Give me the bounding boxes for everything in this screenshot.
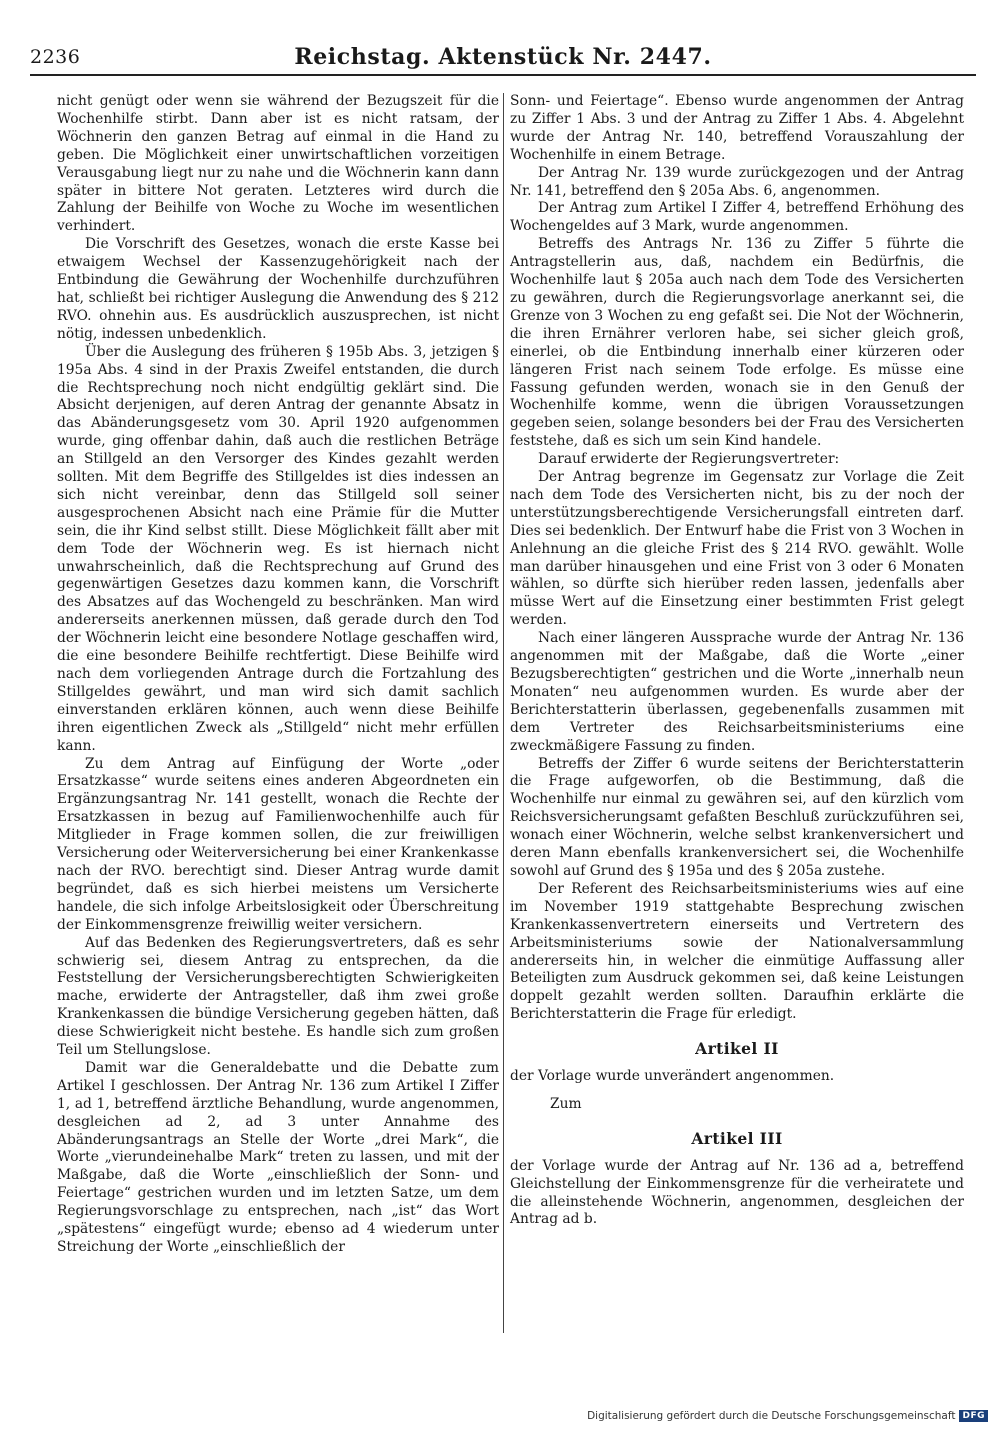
zum-label: Zum	[550, 1095, 582, 1112]
paragraph: Der Antrag zum Artikel I Ziffer 4, betreffend Erhöhung des Wochengeldes auf 3 Mark, wurde angenommen.	[510, 200, 964, 235]
footer-text: Digitalisierung gefördert durch die Deutsche Forschungsgemeinschaft	[587, 1410, 956, 1422]
paragraph: Über die Auslegung des früheren § 195b Abs. 3, jetzigen § 195a Abs. 4 sind in der Praxis Zweifel entstanden, die durch die Rechtsprechung noch nicht endgültig geklärt sind. Die Absicht derjenigen, auf deren Antrag der genannte Absatz in das Abänderungsgesetz vom 30. April 1920 aufgenommen wurde, ging offenbar dahin, daß auch die restlichen Beträge an Stillgeld an den Versorger des Kindes gezahlt werden sollten. Mit dem Begriffe des Stillgeldes ist dies indessen an sich nicht vereinbar, denn das Stillgeld soll seiner ausgesprochenen Absicht nach eine Prämie für die Mutter sein, die ihr Kind selbst stillt. Diese Möglichkeit fällt aber mit dem Tode der Wöchnerin weg. Es ist hiernach nicht unwahrscheinlich, daß die Rechtsprechung auf Grund des gegenwärtigen Gesetzes dazu kommen kann, die Vorschrift des Absatzes auf das Wochengeld zu beschränken. Man wird andererseits anerkennen müssen, daß gerade durch den Tod der Wöchnerin leicht eine besondere Notlage geschaffen wird, die eine besondere Beihilfe rechtfertigt. Diese Beihilfe wird nach dem vorliegenden Antrage durch die Fortzahlung des Stillgeldes gewährt, und man wird sich damit sachlich einverstanden erklären können, auch wenn diese Beihilfe ihren eigentlichen Zweck als „Stillgeld“ nicht mehr erfüllen kann.	[57, 343, 499, 754]
paragraph: Zu dem Antrag auf Einfügung der Worte „oder Ersatzkasse“ wurde seitens eines anderen Abgeordneten ein Ergänzungsantrag Nr. 141 gestellt, wonach die Rechte der Ersatzkassen in bezug auf Familienwochenhilfe auch für Mitglieder in Frage kommen sollen, die zur freiwilligen Versicherung oder Weiterversicherung bei einer Krankenkasse nach der RVO. berechtigt sind. Dieser Antrag wurde damit begründet, daß es sich hierbei meistens um Versicherte handele, die sich infolge Arbeitslosigkeit oder Überschreitung der Einkommensgrenze freiwillig weiter versichern.	[57, 755, 499, 933]
page-number: 2236	[30, 46, 81, 68]
page-header	[30, 44, 976, 76]
paragraph: Damit war die Generaldebatte und die Debatte zum Artikel I geschlossen. Der Antrag Nr. 136 zum Artikel I Ziffer 1, ad 1, betreffend ärztliche Behandlung, wurde angenommen, desgleichen ad 2, ad 3 unter Annahme des Abänderungsantrags an Stelle der Worte „drei Mark“, die Worte „vierundeinehalbe Mark“ treten zu lassen, und mit der Maßgabe, daß die Worte „einschließlich der Sonn- und Feiertage“ gestrichen wurden und im letzten Satze, um dem Regierungsvorschlage zu entsprechen, nach „ist“ das Wort „spätestens“ eingefügt wurde; ebenso ad 4 wiederum unter Streichung der Worte „einschließlich der	[57, 1059, 499, 1255]
dfg-logo-icon: DFG	[959, 1410, 988, 1422]
column-divider	[503, 93, 504, 1333]
left-column	[57, 93, 499, 1257]
paragraph: Der Antrag begrenze im Gegensatz zur Vorlage die Zeit nach dem Tode des Versicherten nicht, bis zu der noch der unterstützungsberechtigende Versicherungsfall eintreten darf. Dies sei bedenklich. Der Entwurf habe die Frist von 3 Wochen in Anlehnung an die gleiche Frist des § 214 RVO. gewählt. Wolle man darüber hinausgehen und eine Frist von 3 oder 6 Monaten wählen, so dürfte sich hierüber reden lassen, jedenfalls aber müsse Wert auf die Einsetzung einer bestimmten Frist gelegt werden.	[510, 469, 964, 629]
running-head: Reichstag. Aktenstück Nr. 2447.	[294, 44, 712, 70]
paragraph: Sonn- und Feiertage“. Ebenso wurde angenommen der Antrag zu Ziffer 1 Abs. 3 und der Antrag zu Ziffer 1 Abs. 4. Abgelehnt wurde der Antrag Nr. 140, betreffend Vorauszahlung der Wochenhilfe in einem Betrage.	[510, 93, 964, 163]
artikel-2-text: der Vorlage wurde unverändert angenommen.	[510, 1068, 835, 1085]
paragraph: Auf das Bedenken des Regierungsvertreters, daß es sehr schwierig sei, diesem Antrag zu entsprechen, da die Feststellung der Versicherungsberechtigten Schwierigkeiten mache, erwiderte der Antragsteller, daß ihm zwei große Krankenkassen die bündige Versicherung gegeben hätten, daß diese Schwierigkeit nicht bestehe. Es handle sich zum großen Teil um Stellungslose.	[57, 934, 499, 1059]
paragraph: Betreffs der Ziffer 6 wurde seitens der Berichterstatterin die Frage aufgeworfen, ob die Bestimmung, daß die Wochenhilfe nur einmal zu gewähren sei, auf den kürzlich vom Reichsversicherungsamt gefaßten Beschluß zurückzuführen sei, wonach einer Wöchnerin, welche selbst krankenversichert und deren Mann ebenfalls krankenversichert sei, die Wochenhilfe sowohl auf Grund des § 195a und des § 205a zustehe.	[510, 755, 964, 879]
paragraph: Die Vorschrift des Gesetzes, wonach die erste Kasse bei etwaigem Wechsel der Kassenzugehörigkeit nach der Entbindung die Gewährung der Wochenhilfe durchzuführen hat, schließt bei richtiger Auslegung die Anwendung des § 212 RVO. ohnehin aus. Es ausdrücklich auszusprechen, ist nicht nötig, indessen unbedenklich.	[57, 236, 499, 342]
paragraph: Nach einer längeren Aussprache wurde der Antrag Nr. 136 angenommen mit der Maßgabe, daß die Worte „einer Bezugsberechtigten“ gestrichen und die Worte „innerhalb neun Monaten“ neu aufgenommen wurden. Es wurde aber der Berichterstatterin überlassen, gegebenenfalls zusammen mit dem Vertreter des Reichsarbeitsministeriums eine zweckmäßigere Fassung zu finden.	[510, 630, 964, 754]
footer	[587, 1410, 988, 1422]
paragraph: Betreffs des Antrags Nr. 136 zu Ziffer 5 führte die Antragstellerin aus, daß, nachdem ein Bedürfnis, die Wochenhilfe laut § 205a auch nach dem Tode des Versicherten zu gewähren, durch die Regierungsvorlage anerkannt sei, die Grenze von 3 Wochen zu eng gefaßt sei. Die Not der Wöchnerin, die ihren Ernährer verloren habe, sei sicher gleich groß, einerlei, ob die Entbindung innerhalb einer kürzeren oder längeren Frist nach seinem Tode erfolge. Es müsse eine Fassung gefunden werden, wonach sie in den Genuß der Wochenhilfe komme, wenn die übrigen Voraussetzungen gegeben seien, solange besonders bei der Frau des Versicherten feststehe, daß es sich um sein Kind handele.	[510, 236, 964, 450]
paragraph: Der Antrag Nr. 139 wurde zurückgezogen und der Antrag Nr. 141, betreffend den § 205a Abs. 6, angenommen.	[510, 164, 964, 199]
paragraph: Der Referent des Reichsarbeitsministeriums wies auf eine im November 1919 stattgehabte Besprechung zwischen Krankenkassenvertretern einerseits und Vertretern des Arbeitsministeriums sowie der Nationalversammlung andererseits hin, in welcher die einmütige Auffassung aller Beteiligten zum Ausdruck gekommen sei, daß keine Leistungen doppelt gezahlt werden sollten. Daraufhin erklärte die Berichterstatterin die Frage für erledigt.	[510, 880, 964, 1023]
paragraph: Darauf erwiderte der Regierungsvertreter:	[538, 451, 840, 468]
paragraph: nicht genügt oder wenn sie während der Bezugszeit für die Wochenhilfe stirbt. Dann aber ist es nicht ratsam, der Wöchnerin den ganzen Betrag auf einmal in die Hand zu geben. Die Möglichkeit einer unwirtschaftlichen vorzeitigen Verausgabung liegt nur zu nahe und die Wöchnerin kann dann später in bittere Not geraten. Letzteres wird durch die Zahlung der Beihilfe von Woche zu Woche im wesentlichen verhindert.	[57, 93, 499, 235]
artikel-3-heading: Artikel III	[691, 1128, 783, 1148]
artikel-2-heading: Artikel II	[695, 1039, 779, 1059]
right-column	[510, 93, 964, 1229]
artikel-3-text: der Vorlage wurde der Antrag auf Nr. 136 ad a, betreffend Gleichstellung der Einkommensgrenze für die verheiratete und die alleinstehende Wöchnerin, angenommen, desgleichen der Antrag ad b.	[510, 1157, 964, 1228]
